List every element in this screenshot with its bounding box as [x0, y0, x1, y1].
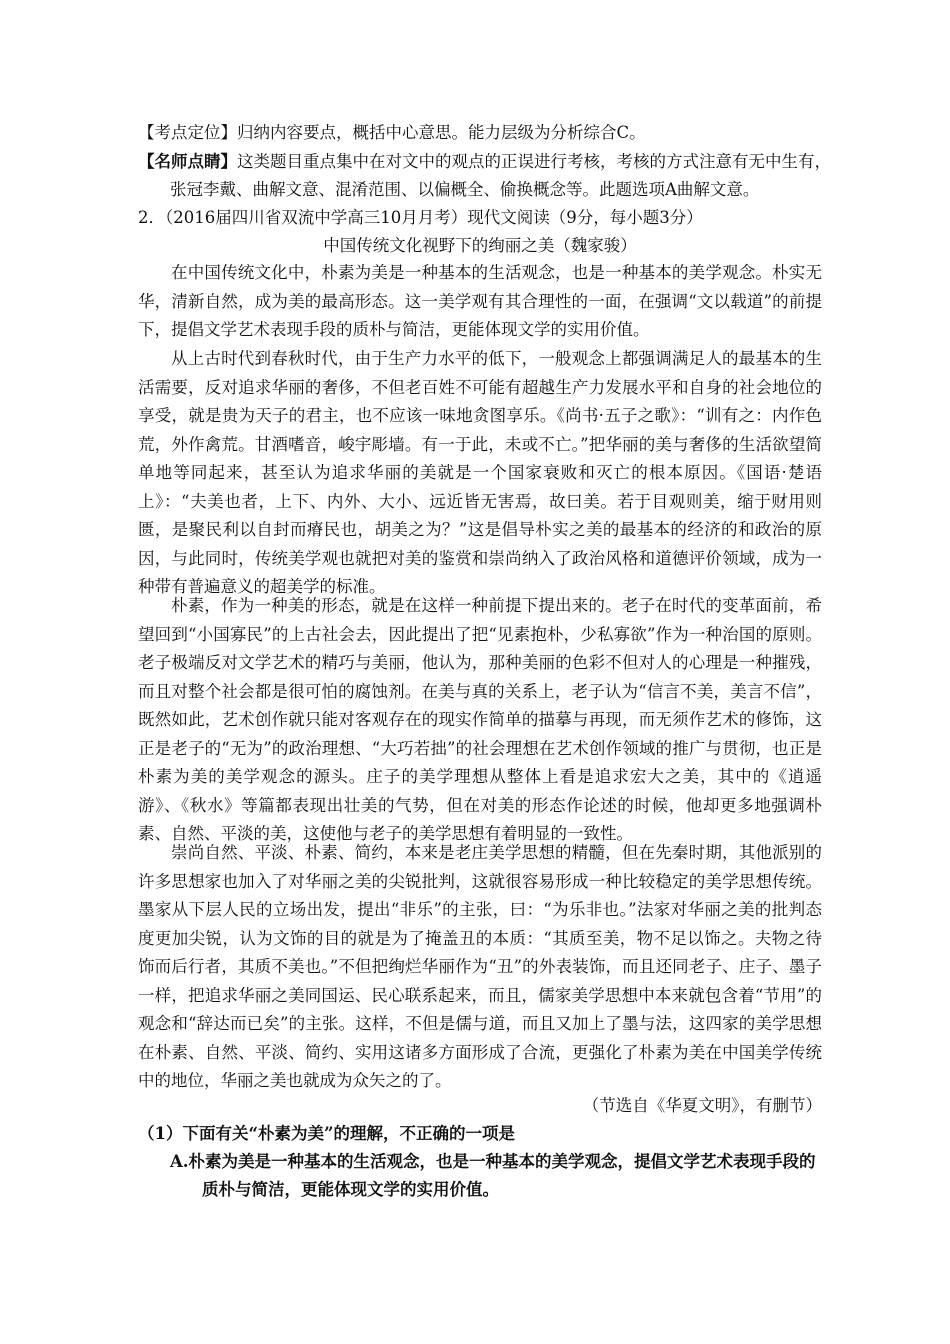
article-paragraph-2: 从上古时代到春秋时代，由于生产力水平的低下，一般观念上都强调满足人的最基本的生活需要，反对追求华丽的奢侈，不但老百姓不可能有超越生产力发展水平和自身的社会地位的享受，就是贵为天子的君主，也不应该一味地贪图享乐。《尚书·五子之歌》：“训有之：内作色荒，外作禽荒。甘酒嗜音，峻宇彫墙。有一于此，未或不亡。”把华丽的美与奢侈的生活欲望简单地等同起来，甚至认为追求华丽的美就是一个国家衰败和灭亡的根本原因。《国语·楚语上》：“夫美也者，上下、内外、大小、远近皆无害焉，故曰美。若于目观则美，缩于财用则匮，是聚民利以自封而瘠民也，胡美之为？”这是倡导朴实之美的最基本的经济的和政治的原因，与此同时，传统美学观也就把对美的鉴赏和崇尚纳入了政治风格和道德评价领域，成为一种带有普遍意义的超美学的标准。 — [138, 349, 822, 596]
sub-question-1-stem: （1）下面有关“朴素为美”的理解，不正确的一项是 — [138, 1124, 515, 1143]
mingshi-tag: 【名师点睛】 — [138, 152, 237, 171]
article-source: （节选自《华夏文明》，有删节） — [582, 1096, 822, 1115]
article-paragraph-4: 崇尚自然、平淡、朴素、简约，本来是老庄美学思想的精髓，但在先秦时期，其他派别的许多思想家也加入了对华丽之美的尖锐批判，这就很容易形成一种比较稳定的美学思想传统。墨家从下层人民的立场出发，提出“非乐”的主张，曰：“为乐非也。”法家对华丽之美的批判态度更加尖锐，认为文饰的目的就是为了掩盖丑的本质：“其质至美，物不足以饰之。夫物之待饰而后行者，其质不美也。”不但把绚烂华丽作为“丑”的外表装饰，而且还同老子、庄子、墨子一样，把追求华丽之美同国运、民心联系起来，而且，儒家美学思想中本来就包含着“节用”的观念和“辞达而已矣”的主张。这样，不但是儒与道，而且又加上了墨与法，这四家的美学思想在朴素、自然、平淡、简约、实用这诸多方面形成了合流，更强化了朴素为美在中国美学传统中的地位，华丽之美也就成为众矢之的了。 — [138, 843, 822, 1090]
article-paragraph-1: 在中国传统文化中，朴素为美是一种基本的生活观念，也是一种基本的美学观念。朴实无华，清新自然，成为美的最高形态。这一美学观有其合理性的一面，在强调“文以载道”的前提下，提倡文学艺术表现手段的质朴与简洁，更能体现文学的实用价值。 — [138, 263, 822, 339]
mingshi-text-1: 这类题目重点集中在对文中的观点的正误进行考核，考核的方式注意有无中生有， — [237, 152, 831, 171]
question-header: 2．（2016届四川省双流中学高三10月月考）现代文阅读（9分，每小题3分） — [138, 208, 703, 227]
option-a-line-1: A.朴素为美是一种基本的生活观念，也是一种基本的美学观念，提倡文学艺术表现手段的 — [170, 1152, 816, 1171]
mingshi-line-1 — [138, 150, 831, 174]
option-a-line-2: 质朴与简洁，更能体现文学的实用价值。 — [202, 1180, 499, 1199]
kaodian-line: 【考点定位】归纳内容要点，概括中心意思。能力层级为分析综合C。 — [138, 123, 646, 142]
mingshi-line-2: 张冠李戴、曲解文意、混淆范围、以偏概全、偷换概念等。此题选项A曲解文意。 — [170, 180, 760, 199]
article-title: 中国传统文化视野下的绚丽之美（魏家骏） — [323, 236, 637, 255]
article-paragraph-3: 朴素，作为一种美的形态，就是在这样一种前提下提出来的。老子在时代的变革面前，希望回到“小国寡民”的上古社会去，因此提出了把“见素抱朴，少私寡欲”作为一种治国的原则。老子极端反对文学艺术的精巧与美丽，他认为，那种美丽的色彩不但对人的心理是一种摧残，而且对整个社会都是很可怕的腐蚀剂。在美与真的关系上，老子认为“信言不美，美言不信”，既然如此，艺术创作就只能对客观存在的现实作简单的描摹与再现，而无须作艺术的修饰，这正是老子的“无为”的政治理想、“大巧若拙”的社会理想在艺术创作领域的推广与贯彻，也正是朴素为美的美学观念的源头。庄子的美学理想从整体上看是追求宏大之美，其中的《逍遥游》、《秋水》等篇都表现出壮美的气势，但在对美的形态作论述的时候，他却更多地强调朴素、自然、平淡的美，这使他与老子的美学思想有着明显的一致性。 — [138, 596, 822, 843]
